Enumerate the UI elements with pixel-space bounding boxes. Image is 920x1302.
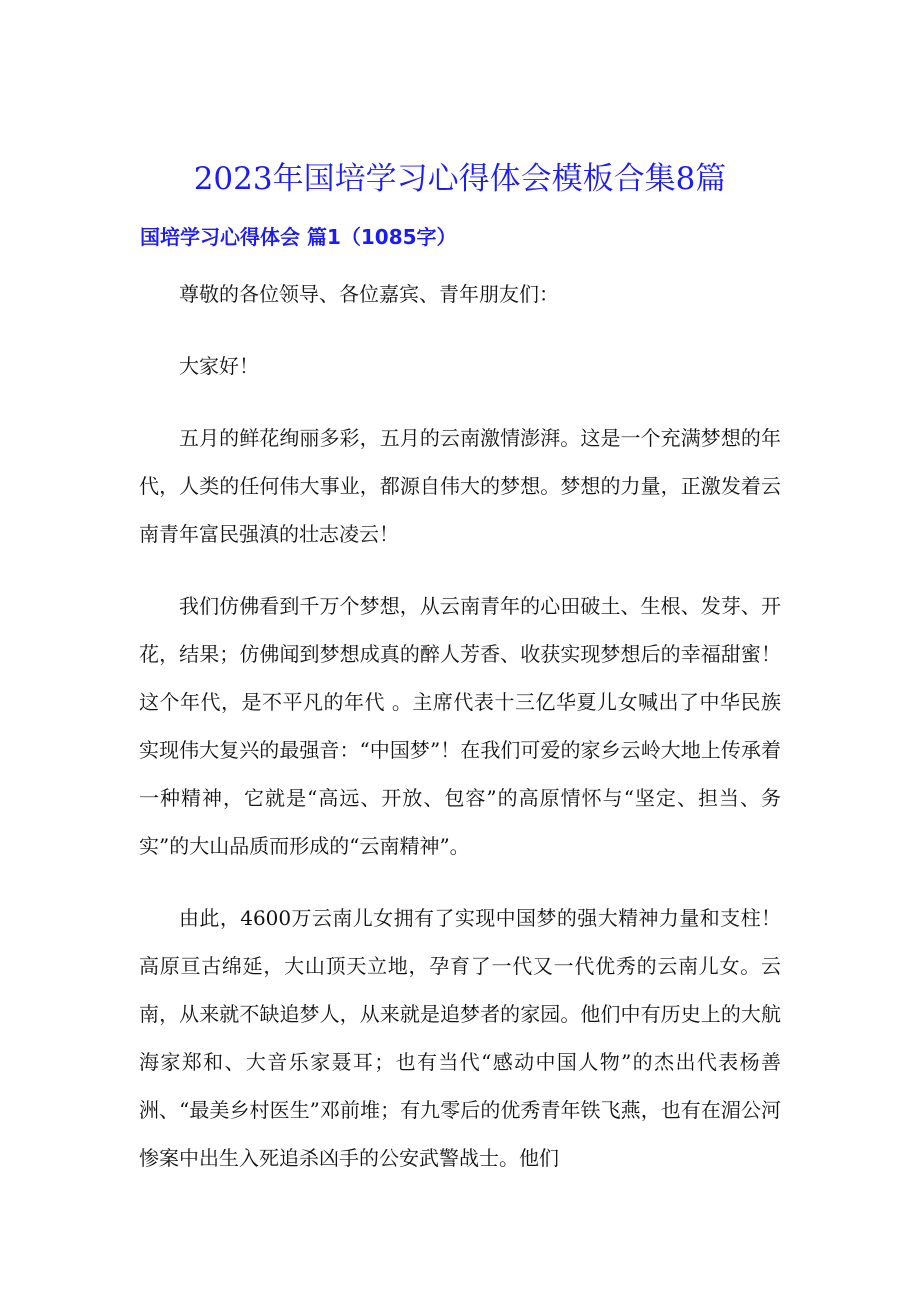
paragraph: 我们仿佛看到千万个梦想，从云南青年的心田破土、生根、发芽、开花，结果；仿佛闻到梦想成真的醉人芳香、收获实现梦想后的幸福甜蜜！这个年代，是不平凡的年代 。主席代表十三亿华夏儿女喊出了中华民族实现伟大复兴的最强音：“中国梦”！在我们可爱的家乡云岭大地上传承着一种精神，它就是“高远、开放、包容”的高原情怀与“坚定、担当、务实”的大山品质而形成的“云南精神”。	[139, 594, 781, 858]
paragraph: 由此，4600万云南儿女拥有了实现中国梦的强大精神力量和支柱！高原亘古绵延，大山顶天立地，孕育了一代又一代优秀的云南儿女。云南，从来就不缺追梦人，从来就是追梦者的家园。他们中有历史上的大航海家郑和、大音乐家聂耳；也有当代“感动中国人物”的杰出代表杨善洲、“最美乡村医生”邓前堆；有九零后的优秀青年铁飞燕，也有在湄公河惨案中出生入死追杀凶手的公安武警战士。他们	[139, 906, 781, 1170]
document-body	[139, 270, 781, 1206]
paragraph: 五月的鲜花绚丽多彩，五月的云南激情澎湃。这是一个充满梦想的年代，人类的任何伟大事业，都源自伟大的梦想。梦想的力量，正激发着云南青年富民强滇的壮志凌云！	[139, 426, 781, 546]
document-title: 2023年国培学习心得体会模板合集8篇	[193, 160, 727, 197]
paragraph-greeting: 大家好！	[179, 354, 259, 378]
section-heading: 国培学习心得体会 篇1（1085字）	[140, 225, 457, 249]
paragraph-salutation: 尊敬的各位领导、各位嘉宾、青年朋友们：	[179, 282, 559, 306]
